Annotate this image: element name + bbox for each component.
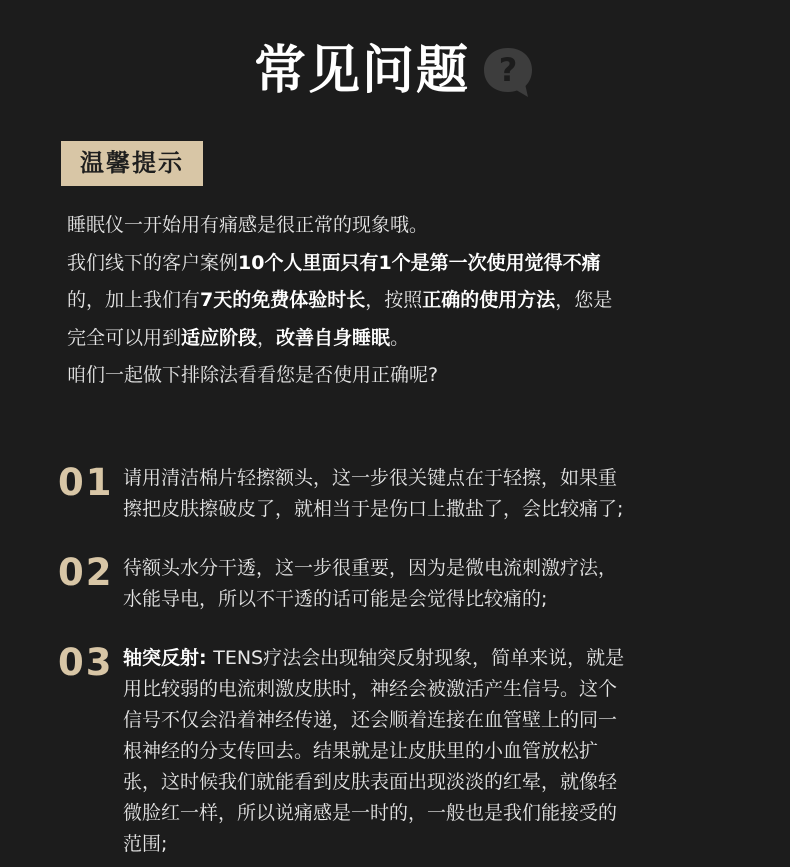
text-segment: TENS疗法会出现轴突反射现象，简单来说，就是	[213, 647, 625, 669]
text-segment: 用比较弱的电流刺激皮肤时，神经会被激活产生信号。这个	[123, 678, 618, 700]
text-segment: 我们线下的客户案例	[67, 251, 239, 274]
item-text	[123, 463, 723, 525]
item-number: 02	[58, 551, 114, 594]
text-segment: 信号不仅会沿着神经传递，还会顺着连接在血管壁上的同一	[123, 709, 618, 731]
title-row	[0, 36, 790, 106]
faq-item-01	[58, 463, 738, 533]
text-line	[123, 674, 723, 705]
text-line	[123, 736, 723, 767]
item-number: 01	[58, 461, 114, 504]
text-line	[123, 767, 723, 798]
text-line	[123, 584, 723, 615]
text-line	[123, 798, 723, 829]
text-segment: 水能导电，所以不干透的话可能是会觉得比较痛的;	[123, 588, 548, 610]
text-segment: 咱们一起做下排除法看看您是否使用正确呢?	[67, 364, 439, 386]
question-bubble-icon	[480, 44, 536, 100]
page-title: 常见问题	[253, 41, 470, 101]
text-line	[123, 553, 723, 584]
highlight-text: 7天的免费体验时长	[200, 289, 366, 311]
text-segment: 范围;	[123, 833, 168, 855]
item-text	[123, 553, 723, 615]
text-line	[67, 245, 757, 283]
highlight-text: 正确的使用方法	[422, 289, 556, 311]
text-segment: 。	[390, 326, 410, 349]
text-segment: 微脸红一样，所以说痛感是一时的，一般也是我们能接受的	[123, 802, 618, 824]
faq-item-03	[58, 643, 738, 863]
text-line	[67, 282, 757, 320]
tip-badge: 温馨提示	[61, 141, 203, 186]
highlight-text: 轴突反射:	[123, 647, 214, 669]
highlight-text: 改善自身睡眠	[276, 326, 391, 349]
text-line	[67, 207, 757, 245]
item-number: 03	[58, 641, 114, 684]
text-line	[123, 705, 723, 736]
text-segment: ，按照	[365, 289, 423, 311]
text-segment: 根神经的分支传回去。结果就是让皮肤里的小血管放松扩	[123, 740, 599, 762]
faq-item-02	[58, 553, 738, 623]
text-line	[67, 357, 757, 395]
text-line	[123, 494, 723, 525]
text-line	[123, 463, 723, 494]
highlight-text: 适应阶段	[181, 326, 258, 349]
item-text	[123, 643, 723, 860]
text-line	[123, 643, 723, 674]
text-line	[67, 320, 757, 358]
question-mark-glyph: ?	[498, 51, 518, 89]
text-line	[123, 829, 723, 860]
text-segment: 请用清洁棉片轻擦额头，这一步很关键点在于轻擦，如果重	[123, 467, 618, 489]
text-segment: 张，这时候我们就能看到皮肤表面出现淡淡的红晕，就像轻	[123, 771, 618, 793]
text-segment: 擦把皮肤擦破皮了，就相当于是伤口上撒盐了，会比较痛了;	[123, 498, 624, 520]
text-segment: 待额头水分干透，这一步很重要，因为是微电流刺激疗法，	[123, 557, 618, 579]
text-segment: ，您是	[555, 289, 613, 311]
text-segment: 完全可以用到	[67, 326, 182, 349]
text-segment: ，	[257, 326, 277, 349]
intro-text	[67, 207, 757, 395]
text-segment: 睡眠仪一开始用有痛感是很正常的现象哦。	[67, 214, 429, 236]
text-segment: 的，加上我们有	[67, 289, 201, 311]
highlight-text: 10个人里面只有1个是第一次使用觉得不痛	[238, 251, 601, 274]
